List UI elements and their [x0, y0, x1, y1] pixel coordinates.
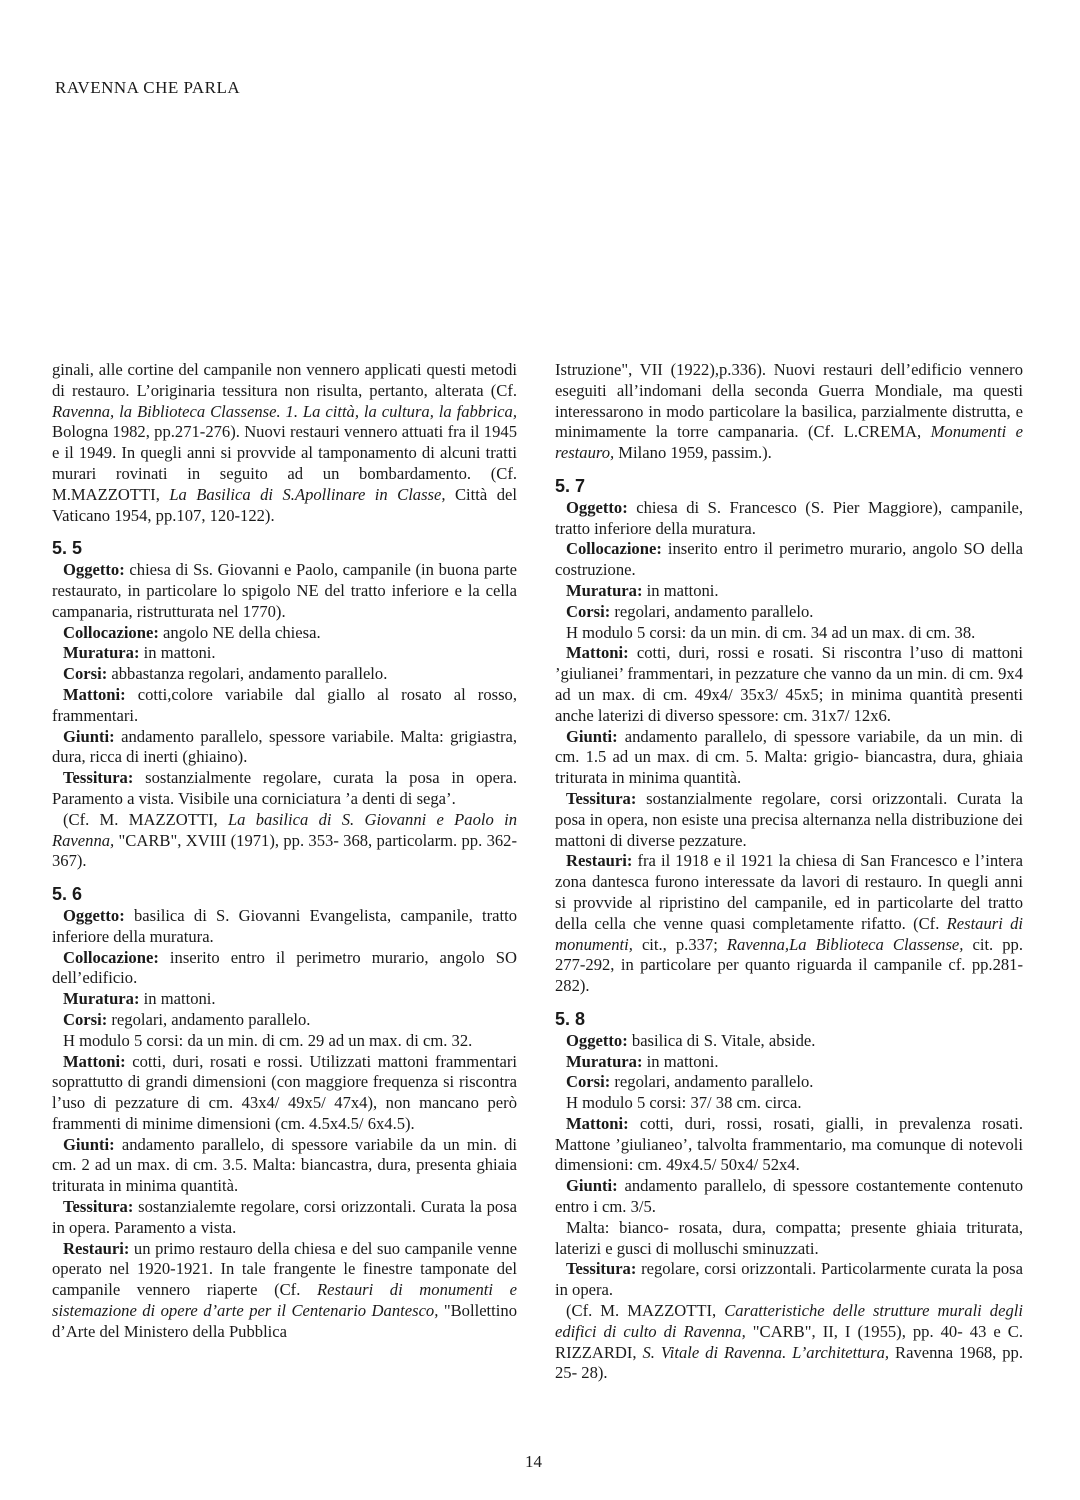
entry-mattoni: [52, 1052, 517, 1135]
text-run: (Cf. M. MAZZOTTI,: [63, 809, 228, 829]
field-value: cotti,colore variabile dal giallo al rosato al rosso, frammentari.: [52, 684, 517, 725]
field-label: Tessitura:: [566, 788, 637, 808]
field-label: Muratura:: [566, 580, 643, 600]
field-label: Oggetto:: [63, 560, 125, 580]
field-value: andamento parallelo, spessore variabile. Malta: grigiastra, dura, ricca di inerti (ghiaino).: [52, 726, 517, 767]
entry-corsi: [52, 664, 517, 685]
entry-corsi: [555, 602, 1023, 623]
field-value: andamento parallelo, di spessore variabile, da un min. di cm. 1.5 ad un max. di cm. 5. Malta: grigio- biancastra, dura, ghiaia triturata in minima quantità.: [555, 726, 1023, 788]
field-label: Collocazione:: [566, 539, 662, 559]
field-value: regolari, andamento parallelo.: [610, 601, 814, 621]
field-label: Restauri:: [63, 1238, 130, 1258]
field-value: in mattoni.: [139, 989, 216, 1009]
text-run: "CARB", XVIII (1971), pp. 353- 368, particolarm. pp. 362- 367).: [52, 830, 517, 871]
continued-paragraph: [555, 360, 1023, 464]
entry-giunti: [555, 727, 1023, 789]
text-run: Milano 1959, passim.).: [614, 443, 772, 463]
entry-muratura: [52, 989, 517, 1010]
entry-tessitura: [555, 789, 1023, 851]
italic-title: Restauri di monumenti,: [555, 913, 1024, 954]
field-value: cotti, duri, rosati e rossi. Utilizzati mattoni frammentari soprattutto di grandi dimensioni (con maggiore frequenza si riscontra l’uso di pezzature di cm. 43x4/ 49x5/ 47x4), non mancano però frammenti di minime dimensioni (cm. 4.5x4.5/ 6x4.5).: [52, 1051, 517, 1133]
field-label: Muratura:: [63, 989, 140, 1009]
continued-paragraph: [52, 360, 517, 526]
field-value: sostanzialmente regolare, curata la posa in opera. Paramento a vista. Visibile una corniciatura ’a denti di sega’.: [52, 768, 517, 808]
entry-oggetto: [52, 906, 517, 948]
entry-reference: [52, 810, 517, 872]
entry-muratura: [555, 1052, 1023, 1073]
field-value: angolo NE della chiesa.: [158, 622, 321, 642]
field-label: Corsi:: [63, 664, 108, 684]
field-value: basilica di S. Vitale, abside.: [627, 1030, 816, 1050]
field-label: Oggetto:: [566, 497, 628, 517]
entry-h-modulo: H modulo 5 corsi: da un min. di cm. 34 ad un max. di cm. 38.: [566, 622, 976, 642]
text-run: Bologna 1982, pp.271-276). Nuovi restauri vennero attuati fra il 1945 e il 1949. In quegli anni si provvide al tamponamento di alcuni tratti murari rovinati in seguito ad un bombardamento. (Cf. M.MAZZOTTI,: [52, 422, 517, 504]
italic-title: Monumenti e restauro,: [555, 422, 1023, 463]
entry-oggetto: [555, 1031, 1023, 1052]
entry-giunti: [52, 727, 517, 769]
entry-tessitura: [52, 1197, 517, 1239]
text-run: cit. pp. 277-292, in particolare per quanto riguarda il campanile cf. pp.281-282).: [555, 934, 1023, 996]
field-value: basilica di S. Giovanni Evangelista, campanile, tratto inferiore della muratura.: [52, 905, 517, 946]
entry-restauri: [555, 851, 1023, 997]
entry-muratura: [52, 643, 517, 664]
entry-tessitura: [555, 1259, 1023, 1301]
field-label: Giunti:: [566, 1176, 618, 1196]
text-run: (Cf. M. MAZZOTTI,: [566, 1301, 725, 1321]
field-value: sostanzialemte regolare, corsi orizzontali. Curata la posa in opera. Paramento a vista.: [52, 1197, 517, 1237]
field-value: cotti, duri, rossi e rosati. Si riscontra l’uso di mattoni ’giulianei’ frammentari, in pezzature che vanno da un min. di cm. 9x4 ad un max. di cm. 49x4/ 35x3/ 45x5; in minima quantità presenti anche laterizi di diverso spessore: cm. 31x7/ 12x6.: [555, 643, 1023, 725]
field-label: Mattoni:: [63, 1051, 126, 1071]
field-value: abbastanza regolari, andamento parallelo.: [107, 664, 388, 684]
entry-mattoni: [555, 1114, 1023, 1176]
text-run: Istruzione", VII (1922),p.336). Nuovi restauri dell’edificio vennero eseguiti all’indomani della seconda Guerra Mondiale, ma questi interessarono in modo particolare la basilica, parzialmente distrutta, e minimamente la torre campanaria. (Cf. L.CREMA,: [555, 360, 1023, 442]
entry-reference: [555, 1301, 1023, 1384]
entry-tessitura: [52, 768, 517, 810]
entry-restauri: [52, 1239, 517, 1343]
running-head: RAVENNA CHE PARLA: [55, 78, 241, 97]
field-value: regolari, andamento parallelo.: [610, 1072, 814, 1092]
section-heading-5-6: 5. 6: [52, 884, 83, 905]
section-heading-5-8: 5. 8: [555, 1008, 586, 1029]
entry-mattoni: [52, 685, 517, 727]
field-value: in mattoni.: [642, 1051, 719, 1071]
field-label: Giunti:: [63, 726, 115, 746]
entry-h-modulo: H modulo 5 corsi: 37/ 38 cm. circa.: [566, 1093, 802, 1113]
field-label: Tessitura:: [63, 768, 134, 788]
italic-title: La Basilica di S.Apollinare in Classe,: [169, 484, 446, 504]
field-label: Giunti:: [63, 1134, 115, 1154]
field-label: Tessitura:: [63, 1197, 134, 1217]
field-label: Muratura:: [63, 643, 140, 663]
field-value: chiesa di S. Francesco (S. Pier Maggiore), campanile, tratto inferiore della muratura.: [555, 497, 1023, 538]
italic-title: Caratteristiche delle strutture murali degli edifici di culto di Ravenna,: [555, 1301, 1023, 1341]
field-label: Collocazione:: [63, 947, 159, 967]
field-value: regolare, corsi orizzontali. Particolarmente curata la posa in opera.: [555, 1259, 1023, 1300]
entry-corsi: [555, 1072, 1023, 1093]
entry-oggetto: [555, 498, 1023, 540]
italic-title: Restauri di monumenti e sistemazione di opere d’arte per il Centenario Dantesco,: [52, 1280, 517, 1321]
entry-giunti: [52, 1135, 517, 1197]
field-label: Giunti:: [566, 726, 618, 746]
field-value: in mattoni.: [139, 643, 216, 663]
italic-title: Ravenna, la Biblioteca Classense. 1. La città, la cultura, la fabbrica,: [52, 401, 517, 421]
italic-title: S. Vitale di Ravenna. L’architettura,: [642, 1342, 890, 1362]
field-value: inserito entro il perimetro murario, angolo SO della costruzione.: [555, 539, 1023, 580]
entry-mattoni: [555, 643, 1023, 726]
right-column: [555, 360, 1023, 1384]
field-value: andamento parallelo, di spessore costantemente contenuto entro i cm. 3/5.: [555, 1176, 1023, 1217]
italic-title: La basilica di S. Giovanni e Paolo in Ravenna,: [52, 809, 517, 850]
field-value: inserito entro il perimetro murario, angolo SO dell’edificio.: [52, 947, 517, 988]
entry-collocazione: [555, 539, 1023, 581]
entry-muratura: [555, 581, 1023, 602]
field-value: regolari, andamento parallelo.: [107, 1009, 311, 1029]
entry-corsi: [52, 1010, 517, 1031]
text-run: Città del Vaticano 1954, pp.107, 120-122).: [52, 484, 517, 525]
field-label: Corsi:: [566, 1072, 611, 1092]
left-column: [52, 360, 517, 1343]
field-label: Restauri:: [566, 851, 633, 871]
text-run: ginali, alle cortine del campanile non vennero applicati questi metodi di restauro. L’originaria tessitura non risulta, pertanto, alterata (Cf.: [52, 360, 517, 400]
text-run: "CARB", II, I (1955), pp. 40- 43 e C. RIZZARDI,: [555, 1321, 1023, 1362]
text-run: un primo restauro della chiesa e del suo campanile venne operato nel 1920-1921. In tale frangente le finestre tamponate del campanile vennero riaperte (Cf.: [52, 1238, 517, 1300]
entry-h-modulo: H modulo 5 corsi: da un min. di cm. 29 ad un max. di cm. 32.: [63, 1030, 473, 1050]
entry-collocazione: [52, 623, 517, 644]
field-label: Oggetto:: [566, 1030, 628, 1050]
entry-giunti: [555, 1176, 1023, 1218]
entry-collocazione: [52, 948, 517, 990]
field-value: chiesa di Ss. Giovanni e Paolo, campanile (in buona parte restaurato, in particolare lo spigolo NE del tratto inferiore e la cella campanaria, ristrutturata nel 1770).: [52, 560, 517, 621]
field-value: cotti, duri, rossi, rosati, gialli, in prevalenza rosati. Mattone ’giulianeo’, talvolta frammentario, ma comunque di notevoli dimensioni: cm. 49x4.5/ 50x4/ 52x4.: [555, 1113, 1023, 1175]
field-value: in mattoni.: [642, 580, 719, 600]
text-run: cit., p.337;: [632, 934, 727, 954]
text-run: "Bollettino d’Arte del Ministero della Pubblica: [52, 1301, 517, 1341]
field-label: Mattoni:: [566, 1113, 629, 1133]
page-number: 14: [525, 1452, 542, 1471]
section-heading-5-5: 5. 5: [52, 538, 83, 559]
entry-malta: Malta: bianco- rosata, dura, compatta; presente ghiaia triturata, laterizi e gusci di molluschi sminuzzati.: [555, 1217, 1023, 1258]
field-label: Oggetto:: [63, 905, 125, 925]
entry-oggetto: [52, 560, 517, 622]
italic-title: Ravenna,La Biblioteca Classense,: [726, 934, 964, 954]
field-value: andamento parallelo, di spessore variabile da un min. di cm. 2 ad un max. di cm. 3.5. Malta: biancastra, dura, presenta ghiaia triturata in minima quantità.: [52, 1134, 517, 1196]
field-label: Mattoni:: [63, 684, 126, 704]
field-label: Muratura:: [566, 1051, 643, 1071]
field-label: Corsi:: [566, 601, 611, 621]
field-value: sostanzialmente regolare, corsi orizzontali. Curata la posa in opera, non esiste una precisa alternanza nella distribuzione dei mattoni di diverse pezzature.: [555, 788, 1023, 850]
section-heading-5-7: 5. 7: [555, 475, 586, 496]
text-run: fra il 1918 e il 1921 la chiesa di San Francesco e l’intera zona dantesca furono interessate da lavori di restauro. In quegli anni si provvide al ripristino del campanile, ed in particolarte del tratto della cella che venne quasi completamente rifatto. (Cf.: [555, 851, 1023, 933]
field-label: Tessitura:: [566, 1259, 637, 1279]
field-label: Corsi:: [63, 1009, 108, 1029]
field-label: Mattoni:: [566, 643, 629, 663]
text-run: Ravenna 1968, pp. 25- 28).: [555, 1342, 1023, 1383]
field-label: Collocazione:: [63, 622, 159, 642]
